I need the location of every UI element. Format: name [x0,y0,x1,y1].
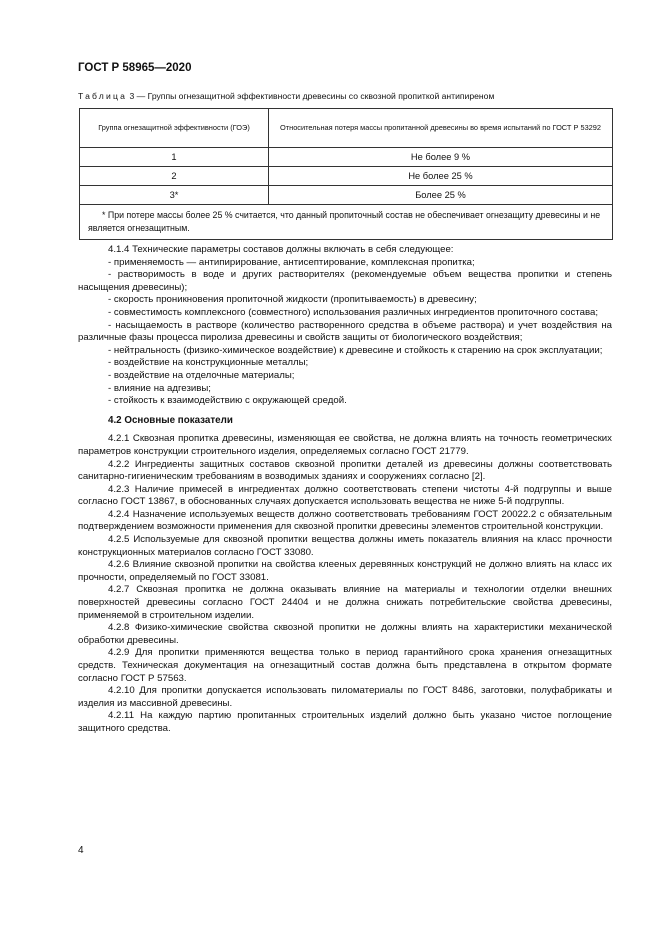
cell-group: 1 [80,148,269,167]
table-footnote: * При потере массы более 25 % считается, что данный пропиточный состав не обеспечивает огнезащиту древесины и не является огнезащитным. [80,205,613,240]
list-item: - стойкость к взаимодействию с окружающей средой. [108,395,347,407]
fire-protection-groups-table [79,108,613,240]
section-heading-4-2: 4.2 Основные показатели [108,414,233,426]
page-number: 4 [78,845,84,856]
table-row [80,167,613,186]
paragraph-4-2-11: 4.2.11 На каждую партию пропитанных строительных изделий должно быть указано чистое поглощение защитного средства. [78,710,612,734]
table-caption [78,91,494,101]
table-caption-word: Таблица [78,91,128,101]
body-text [78,244,612,736]
table-footnote-row [80,205,613,240]
paragraph-4-2-7: 4.2.7 Сквозная пропитка не должна оказывать влияние на материалы и технологии отделки внешних поверхностей древесины согласно ГОСТ 24404 и не должна снижать потребительские свойства древесины, применяемой в строительном изделии. [78,584,612,621]
col-header-mass-loss: Относительная потеря массы пропитанной древесины во время испытаний по ГОСТ Р 53292 [269,109,613,148]
paragraph-4-2-6: 4.2.6 Влияние сквозной пропитки на свойства клееных деревянных конструкций не должно влиять на класс их прочности, определяемый по ГОСТ 33081. [78,559,612,583]
table-caption-title: 3 — Группы огнезащитной эффективности древесины со сквозной пропиткой антипиреном [127,91,495,101]
paragraph-4-2-10: 4.2.10 Для пропитки допускается использовать пиломатериалы по ГОСТ 8486, заготовки, полуфабрикаты и изделия из массивной древесины. [78,685,612,709]
standard-header: ГОСТ Р 58965—2020 [78,62,192,74]
list-item: - применяемость — антипирирование, антисептирование, комплексная пропитка; [108,256,475,268]
list-item: - воздействие на отделочные материалы; [108,369,295,381]
cell-mass-loss: Более 25 % [269,186,613,205]
table-row [80,148,613,167]
col-header-group: Группа огнезащитной эффективности (ГОЭ) [80,109,269,148]
paragraph-4-1-4: 4.1.4 Технические параметры составов должны включать в себя следующее: [108,244,454,255]
paragraph-4-2-3: 4.2.3 Наличие примесей в ингредиентах должно соответствовать степени чистоты 4-й подгруппы и выше согласно ГОСТ 13867, в обоснованных случаях допускается использовать вещества не ниже 5-й подгруппы. [78,483,612,508]
paragraph-4-2-5: 4.2.5 Используемые для сквозной пропитки вещества должны иметь показатель влияния на класс прочности конструкционных материалов согласно ГОСТ 33080. [78,534,612,558]
paragraph-4-2-2: 4.2.2 Ингредиенты защитных составов сквозной пропитки деталей из древесины должны соответствовать санитарно-гигиеническим требованиям в возводимых зданиях и сооружениях согласно [2]. [78,458,612,483]
cell-mass-loss: Не более 25 % [269,167,613,186]
cell-mass-loss: Не более 9 % [269,148,613,167]
list-item: - совместимость комплексного (совместного) использования различных ингредиентов пропиточного состава; [108,306,598,318]
paragraph-4-2-4: 4.2.4 Назначение используемых веществ должно соответствовать требованиям ГОСТ 20022.2 с обязательным подтверждением возможности применения для сквозной пропитки древесины элементов строительной конструкции. [78,508,612,533]
table-row [80,186,613,205]
paragraph-4-2-8: 4.2.8 Физико-химические свойства сквозной пропитки не должны влиять на характеристики механической обработки древесины. [78,622,612,646]
paragraph-4-2-1: 4.2.1 Сквозная пропитка древесины, изменяющая ее свойства, не должна влиять на точность геометрических параметров конструкции строительного изделия, определяемых согласно ГОСТ 21779. [78,433,612,457]
paragraph-4-2-9: 4.2.9 Для пропитки применяются вещества только в период гарантийного срока хранения огнезащитных средств. Техническая документация на огнезащитный состав должна быть представлена в открытом формате согласно ГОСТ Р 57563. [78,647,612,684]
list-item: - воздействие на конструкционные металлы; [108,357,309,369]
cell-group: 2 [80,167,269,186]
list-item: - скорость проникновения пропиточной жидкости (пропитываемость) в древесину; [108,294,477,306]
list-item: - нейтральность (физико-химическое воздействие) к древесине и стойкость к старению на срок эксплуатации; [108,344,603,356]
list-item: - влияние на адгезивы; [108,382,211,394]
list-item: - растворимость в воде и других растворителях (рекомендуемые объем вещества пропитки и степень насыщения древесины); [78,269,612,293]
table-header-row [80,109,613,148]
cell-group: 3* [80,186,269,205]
list-item: - насыщаемость в растворе (количество растворенного средства в объеме раствора) и учет воздействия на различные фазы процесса пиролиза древесины и свойств защиты от биологического воздействия; [78,319,612,344]
